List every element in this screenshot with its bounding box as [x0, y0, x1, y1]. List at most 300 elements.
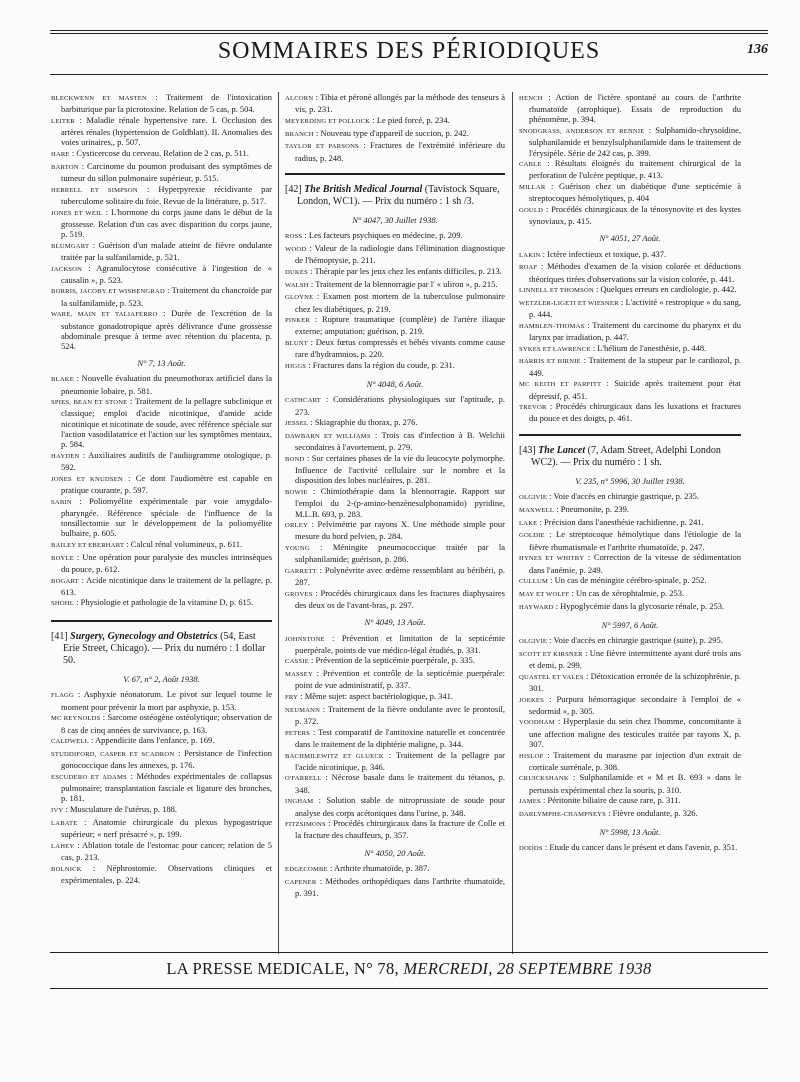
- entry-title: Action de l'ictère spontané au cours de l'arthrite rhumatoïde (atrophique). Essais de reproduction du phénomène, p. 394.: [529, 92, 741, 125]
- entry-authors: LABATE: [51, 819, 78, 827]
- page-number: 136: [747, 42, 768, 57]
- entry-title: Solution stable de nitroprussiate de soude pour analyse des corps acétoniques dans l'urine, p. 348.: [295, 795, 505, 818]
- entry-title: Ictère infectieux et toxique, p. 437.: [547, 248, 667, 259]
- abstract-entry: PETERS : Test comparatif de l'antitoxine naturelle et concentrée dans le traitement de la diphtérie maligne, p. 344.: [285, 726, 505, 749]
- abstract-entry: JESSEL : Skiagraphie du thorax, p. 276.: [285, 417, 418, 428]
- entry-title: Procédés chirurgicaux de la ténosynovite et des kystes synoviaux, p. 415.: [529, 204, 741, 227]
- abstract-entry: ESCUDERO ET ADAMS : Méthodes expérimentales de collapsus pulmonaire; transplantation fasciale et ligature des bronches, p. 181.: [51, 770, 272, 804]
- entry-title: Hyperplasie du sein chez l'homme, concomitante à une affection maligne des testicules traitée par rayons X, p. 307.: [529, 716, 741, 749]
- entry-authors: CALDWELL: [51, 738, 89, 746]
- entry-authors: VOODHAM: [519, 719, 555, 727]
- entry-authors: CRUICKSHANK: [519, 775, 569, 783]
- entry-authors: JAMES: [519, 798, 541, 806]
- entry-authors: GARRETT: [285, 568, 317, 576]
- abstract-entry: WARE, MAIN ET TALIAFERRO : Durée de l'excrétion de la substance gonadotropique après délivrance d'une grossesse abdominale presque à terme avec rétention du placenta, p. 524.: [51, 308, 272, 351]
- entry-title: Poliomyélite expérimentale par voie amygdalo-pharyngée. Référence spéciale de l'influence de la tonsillectomie sur le développement de la poliomyélite bulbaire, p. 605.: [61, 495, 272, 539]
- entry-authors: PINKER: [285, 317, 311, 325]
- abstract-entry: ROAF : Méthodes d'examen de la vision colorée et déductions théoriques tirées d'observations sur la vision colorée, p. 441.: [519, 261, 741, 284]
- entry-title: Une opération pour paralysie des muscles intrinsèques du pouce, p. 612.: [61, 551, 272, 574]
- entry-authors: JACKSON: [51, 265, 83, 273]
- abstract-entry: SYKES ET LAWRENCE : L'hélium de l'anesthésie, p. 448.: [519, 342, 707, 353]
- abstract-entry: BOWIE : Chimiothérapie dans la blennorragie. Rapport sur l'emploi du 2-(p-amino-benzènesulphonamido) pyridine, M.L.B. 693, p. 283.: [285, 486, 505, 519]
- entry-title: Ce dont l'audiomètre est capable en pratique courante, p. 597.: [61, 472, 272, 495]
- entry-authors: BACHMILEWITZ ET GLUECK: [285, 752, 384, 760]
- entry-authors: HAYWARD: [519, 603, 554, 611]
- abstract-entry: JONES ET KNUDSEN : Ce dont l'audiomètre est capable en pratique courante, p. 597.: [51, 472, 272, 495]
- entry-title: Hyperpyrexie récidivante par tuberculome solitaire du foie. Revue de la littérature, p. 517.: [61, 183, 272, 206]
- entry-authors: DUKES: [285, 268, 308, 276]
- entry-authors: WOOD: [285, 246, 307, 254]
- header-rule: [50, 74, 768, 75]
- entry-authors: MC KEITH ET PARFITT: [519, 381, 602, 389]
- abstract-entry: OLGIVIE : Voie d'accès en chirurgie gastrique, p. 235.: [519, 491, 700, 502]
- entry-authors: EDGECOMBE: [285, 865, 328, 873]
- journal-address: (54, East Erie Street, Chicago). — Prix du numéro : 1 dollar 50.: [63, 630, 266, 667]
- entry-title: Sur certaines phases de la vie du leucocyte polymorphe. Influence de l'activité cellulaire sur le nombre et la disposition des lobes nucléaires, p. 281.: [295, 452, 505, 486]
- abstract-entry: VOODHAM : Hyperplasie du sein chez l'homme, concomitante à une affection maligne des testicules traitée par rayons X, p. 307.: [519, 716, 741, 749]
- journal-name: Surgery, Gynecology and Obstetrics: [70, 630, 218, 642]
- abstract-entry: ORLEY : Pelvimétrie par rayons X. Une méthode simple pour mesure du bord pelvien, p. 284.: [285, 519, 505, 542]
- abstract-entry: SCOTT ET KIRSNER : Une fièvre intermittente ayant duré trois ans et demi, p. 299.: [519, 647, 741, 670]
- abstract-entry: LAKIN : Ictère infectieux et toxique, p. 437.: [519, 248, 667, 259]
- entry-authors: MEYERDING ET POLLOCK: [285, 117, 371, 125]
- entry-title: Appendicite dans l'enfance, p. 169.: [95, 735, 215, 746]
- entry-authors: YOUNG: [285, 545, 310, 553]
- journal-address: (7, Adam Street, Adelphi London WC2). — Prix du numéro : 1 sh.: [531, 444, 721, 468]
- abstract-entry: WALSH : Traitement de la blennorragie par l' « uliron », p. 215.: [285, 278, 498, 289]
- abstract-entry: JACKSON : Agranulocytose consécutive à l'ingestion de « causalin », p. 523.: [51, 262, 272, 285]
- abstract-entry: WETZLER-LIGETI ET WIESNER : L'activité « restropique » du sang, p. 444.: [519, 296, 741, 320]
- entry-title: Maladie rénale hypertensive rare. I. Occlusion des artères rénales (hypertension de Goldblatt). II. Anomalies des voies urinaires,, p. 507.: [61, 114, 272, 148]
- entry-authors: SCOTT ET KIRSNER: [519, 650, 583, 658]
- abstract-entry: FITZSIMONS : Procédés chirurgicaux dans la fracture de Colle et la fracture des chauffeurs, p. 357.: [285, 818, 505, 841]
- column-left: [51, 92, 272, 952]
- abstract-entry: BLAKE : Nouvelle évaluation du pneumothorax artificiel dans la pneumonie lobaire, p. 581.: [51, 373, 272, 396]
- entry-title: Chimiothérapie dans la blennorragie. Rapport sur l'emploi du 2-(p-amino-benzènesulphonamido) pyridine, M.L.B. 693, p. 283.: [295, 486, 505, 519]
- entry-title: Valeur de la radiologie dans l'élimination diagnostique de l'hémoptysie, p. 211.: [295, 243, 505, 266]
- entry-authors: DODDS: [519, 845, 543, 853]
- entry-authors: LAKE: [519, 519, 538, 527]
- entry-title: Correction de la vitesse de sédimentation dans l'anémie, p. 249.: [529, 552, 741, 575]
- entry-title: Thérapie par les jeux chez les enfants difficiles, p. 213.: [314, 265, 502, 276]
- entry-title: Arthrite rhumatoïde, p. 387.: [333, 862, 430, 873]
- abstract-entry: LAKE : Précision dans l'anesthésie rachidienne, p. 241.: [519, 516, 704, 527]
- entry-title: Précision dans l'anesthésie rachidienne, p. 241.: [544, 516, 704, 527]
- abstract-entry: YOUNG : Méningite pneumococcique traitée par la sulphanilamide; guérison, p. 286.: [285, 542, 505, 565]
- abstract-entry: JONES ET WEIL : L'hormone du corps jaune dans le début de la grossesse. Relation d'un cas avec disparition du corps jaune, p. 519.: [51, 206, 272, 239]
- entry-authors: SYKES ET LAWRENCE: [519, 345, 591, 353]
- entry-authors: BOND: [285, 455, 305, 463]
- abstract-entry: MC REYNOLDS : Sarcome ostéogène ostéolytique; observation de 8 cas de cinq années de survivance, p. 163.: [51, 712, 272, 735]
- entry-authors: WALSH: [285, 281, 309, 289]
- issue-heading: V. 67, n° 2, Août 1938.: [123, 674, 200, 685]
- entry-title: Résultats éloignés du traitement chirurgical de la perforation de l'ulcère peptique, p. 413.: [529, 158, 741, 181]
- entry-title: Cysticercose du cerveau. Relation de 2 cas, p. 511.: [76, 148, 249, 159]
- entry-authors: JESSEL: [285, 420, 309, 428]
- entry-title: Hypoglycémie dans la glycosurie rénale, p. 253.: [560, 600, 725, 611]
- entry-authors: BAILEY ET EBERHART: [51, 541, 125, 549]
- entry-authors: GROVES: [285, 590, 313, 598]
- entry-title: Acide nicotinique dans le traitement de la pellagre, p. 613.: [61, 574, 272, 597]
- entry-title: L'hélium de l'anesthésie, p. 448.: [597, 342, 707, 353]
- abstract-entry: HAMBLEN-THOMAS : Traitement du carcinome du pharynx et du larynx par irradiation, p. 447.: [519, 319, 741, 343]
- entry-title: Tibia et péroné allongés par la méthode des tenseurs à vis, p. 231.: [295, 92, 505, 115]
- entry-authors: ROAF: [519, 264, 538, 272]
- entry-title: Examen post mortem de la tuberculose pulmonaire chez les diabétiques, p. 219.: [295, 291, 505, 314]
- entry-title: Traitement du marasme par injection d'un extrait de corticale surrénale, p. 308.: [529, 749, 741, 772]
- abstract-entry: DARLYMPHE-CHAMPNEYS : Fièvre ondulante, p. 326.: [519, 808, 698, 819]
- entry-authors: BOWIE: [285, 489, 308, 497]
- abstract-entry: SHOHL : Physiologie et pathologie de la vitamine D, p. 615.: [51, 597, 254, 608]
- entry-authors: ALCORN: [285, 95, 314, 102]
- entry-title: Procédés chirurgicaux dans les luxations et fractures du pouce et des doigts, p. 461.: [529, 401, 741, 424]
- abstract-entry: CASSIE : Prévention de la septicémie puerpérale, p. 335.: [285, 655, 475, 666]
- entry-authors: MASSEY: [285, 671, 313, 679]
- abstract-entry: MEYERDING ET POLLOCK : Le pied forcé, p. 234.: [285, 114, 450, 125]
- entry-title: Même sujet: aspect bactériologique, p. 341.: [304, 691, 453, 702]
- entry-authors: HIGGS: [285, 363, 307, 371]
- abstract-entry: HIGGS : Fractures dans la région du coude, p. 231.: [285, 360, 455, 371]
- issue-heading: N° 4048, 6 Août.: [366, 379, 424, 390]
- footer-journal: LA PRESSE MEDICALE, N° 78,: [166, 959, 399, 978]
- entry-title: Considérations physiologiques sur l'aptitude, p. 273.: [295, 394, 505, 417]
- abstract-entry: LEITER : Maladie rénale hypertensive rare. I. Occlusion des artères rénales (hypertension de Goldblatt). II. Anomalies des voies urinaires,, p. 507.: [51, 114, 272, 148]
- entry-authors: WETZLER-LIGETI ET WIESNER: [519, 299, 619, 307]
- abstract-entry: FLAGG : Asphyxie néonatorum. Le pivot sur lequel tourne le moment pour prévenir la mort par asphyxie, p. 153.: [51, 689, 272, 712]
- entry-title: Pelvimétrie par rayons X. Une méthode simple pour mesure du bord pelvien, p. 284.: [295, 519, 505, 542]
- entry-authors: ESCUDERO ET ADAMS: [51, 773, 127, 781]
- issue-heading: V. 235, n° 5996, 30 Juillet 1938.: [575, 476, 685, 487]
- abstract-entry: MILLAR : Guérison chez un diabétique d'une septicémie à streptocoques hémolytiques, p. 404: [519, 181, 741, 204]
- abstract-entry: GARRETT : Polynévrite avec œdème ressemblant au béribéri, p. 287.: [285, 565, 505, 588]
- entry-authors: JOEKES: [519, 696, 545, 704]
- entry-authors: MAXWELL: [519, 507, 555, 514]
- entry-title: Le streptocoque hémolytique dans l'étiologie de la fièvre rhumatismale et l'arthrite rhumatoïde, p. 247.: [529, 529, 741, 552]
- entry-title: Carcinome du poumon produisant des symptômes de tumeur du sillon pulmonaire supérieur, p. 515.: [61, 160, 272, 183]
- abstract-entry: HISLOP : Traitement du marasme par injection d'un extrait de corticale surrénale, p. 308.: [519, 749, 741, 772]
- entry-authors: SABIN: [51, 498, 72, 506]
- entry-authors: WARE, MAIN ET TALIAFERRO: [51, 311, 158, 319]
- abstract-entry: BLUNT : Deux fœtus compressés et bébés vivants comme cause rare d'hydramnios, p. 220.: [285, 337, 505, 360]
- entry-authors: SNODGRASS, ANDERSON ET RENNIE: [519, 128, 645, 136]
- entry-authors: CATHCART: [285, 397, 322, 405]
- entry-authors: IVY: [51, 806, 64, 814]
- abstract-entry: EDGECOMBE : Arthrite rhumatoïde, p. 387.: [285, 862, 430, 873]
- journal-heading: [51, 620, 272, 668]
- entry-authors: BLUMGART: [51, 242, 90, 250]
- entry-title: Traitement de la blennorragie par l' « uliron », p. 215.: [315, 278, 498, 289]
- entry-title: Péritonite biliaire de cause rare, p. 311.: [547, 795, 681, 806]
- entry-authors: JOHNSTONE: [285, 635, 325, 643]
- abstract-entry: MASSEY : Prévention et contrôle de la septicémie puerpérale: point de vue administratif, p. 337.: [285, 668, 505, 691]
- entry-authors: OLGIVIE: [519, 638, 548, 646]
- entry-title: Test comparatif de l'antitoxine naturelle et concentrée dans le traitement de la diphtérie maligne, p. 344.: [295, 726, 505, 749]
- abstract-entry: LINNELL ET THOMSON : Quelques erreurs en cardiologie, p. 442.: [519, 284, 737, 295]
- abstract-entry: DODDS : Etude du cancer dans le présent et dans l'avenir, p. 351.: [519, 842, 738, 853]
- entry-title: Rupture traumatique (complète) de l'artère iliaque externe; amputation; guérison, p. 219.: [295, 314, 505, 337]
- entry-authors: LAHEY: [51, 842, 75, 850]
- entry-authors: BOLNICK: [51, 865, 82, 873]
- abstract-entry: BOYLE : Une opération pour paralysie des muscles intrinsèques du pouce, p. 612.: [51, 551, 272, 574]
- entry-authors: CAPENER: [285, 878, 317, 886]
- entry-authors: BOYLE: [51, 554, 74, 562]
- abstract-entry: O'FARRELL : Nécrose basale dans le traitement du tétanos, p. 348.: [285, 772, 505, 795]
- abstract-entry: HERRELL ET SIMPSON : Hyperpyrexie récidivante par tuberculome solitaire du foie. Revue de la littérature, p. 517.: [51, 183, 272, 206]
- entry-title: Guérison chez un diabétique d'une septicémie à streptocoques hémolytiques, p. 404: [529, 181, 741, 204]
- entry-title: Pneumonite, p. 239.: [560, 504, 629, 514]
- abstract-entry: CAPENER : Méthodes orthopédiques dans l'arthrite rhumatoïde, p. 391.: [285, 875, 505, 898]
- entry-title: Fractures dans la région du coude, p. 231.: [312, 360, 455, 371]
- entry-title: Traitement du chancroïde par la sulfanilamide, p. 523.: [61, 285, 272, 308]
- page-header: [50, 36, 768, 68]
- entry-title: Trois cas d'infection à B. Welchii secondaires à l'avortement, p. 279.: [295, 430, 505, 453]
- entry-title: Calcul rénal volumineux, p. 611.: [130, 538, 243, 549]
- journal-address: (Tavistock Square, London, WC1). — Prix du numéro : 1 sh /3.: [297, 183, 500, 207]
- entry-title: Méningite pneumococcique traitée par la sulphanilamide; guérison, p. 286.: [295, 542, 505, 565]
- journal-number: [41]: [51, 630, 68, 642]
- journal-name: The Lancet: [538, 444, 586, 456]
- abstract-entry: BLUMGART : Guérison d'un malade atteint de fièvre ondulante traitée par la sulfanilamide, p. 521.: [51, 239, 272, 262]
- entry-authors: BRANCH: [285, 130, 314, 138]
- abstract-entry: ROSS : Les facteurs psychiques en médecine, p. 209.: [285, 230, 463, 241]
- entry-authors: GOULD: [519, 207, 544, 215]
- entry-authors: ROSS: [285, 233, 303, 241]
- entry-title: Sulphanilamide et « M et B. 693 » dans le pertussis expérimental chez la souris, p. 310.: [529, 772, 741, 795]
- entry-title: Voie d'accès en chirurgie gastrique, p. 235.: [553, 491, 700, 502]
- entry-authors: LEITER: [51, 117, 75, 125]
- entry-authors: CABLE: [519, 161, 542, 169]
- journal-heading: [519, 434, 741, 469]
- journal-number: [42]: [285, 183, 302, 195]
- entry-title: Skiagraphie du thorax, p. 276.: [314, 417, 418, 428]
- entry-authors: BORRIS, JACOBY ET WISHENGRAD: [51, 288, 165, 296]
- abstract-entry: LAHEY : Ablation totale de l'estomac pour cancer; relation de 5 cas, p. 213.: [51, 839, 272, 862]
- abstract-entry: STUDDIFORD, CASPER ET SCADRON : Persistance de l'infection gonococcique dans les annexes, p. 176.: [51, 747, 272, 771]
- abstract-entry: TREVOR : Procédés chirurgicaux dans les luxations et fractures du pouce et des doigts, p. 461.: [519, 401, 741, 424]
- issue-heading: N° 4050, 20 Août.: [364, 847, 426, 858]
- abstract-entry: MAXWELL : Pneumonite, p. 239.: [519, 504, 629, 514]
- entry-authors: CULLUM: [519, 578, 549, 586]
- entry-authors: PETERS: [285, 729, 311, 737]
- issue-heading: N° 5998, 13 Août.: [599, 827, 661, 838]
- entry-title: Quelques erreurs en cardiologie, p. 442.: [600, 284, 737, 295]
- abstract-entry: JOEKES : Purpura hémorragique secondaire à l'emploi de « sedormid », p. 305.: [519, 693, 741, 716]
- entry-title: Procédés chirurgicaux dans les fractures diaphysaires des deux os de l'avant-bras, p. 297.: [295, 587, 505, 611]
- entry-title: L'activité « restropique » du sang, p. 444.: [529, 296, 741, 320]
- entry-title: Traitement de la pellagre subclinique et classique; emploi d'acide nicotinique, d'amide acide nicotinique et nicotinate de soude, avec référence spéciale sur l'action vasodilatatrice et l'action sur les symptômes mentaux, p. 584.: [61, 396, 272, 450]
- column-divider: [278, 92, 279, 954]
- entry-title: Deux fœtus compressés et bébés vivants comme cause rare d'hydramnios, p. 220.: [295, 337, 505, 360]
- entry-authors: SHOHL: [51, 600, 74, 608]
- entry-authors: INGHAM: [285, 798, 314, 806]
- issue-heading: N° 4047, 30 Juillet 1938.: [352, 215, 438, 226]
- column-divider: [512, 92, 513, 954]
- abstract-entry: HAYWARD : Hypoglycémie dans la glycosurie rénale, p. 253.: [519, 600, 725, 611]
- column-middle: [285, 92, 505, 952]
- entry-title: Guérison d'un malade atteint de fièvre ondulante traitée par la sulfanilamide, p. 521.: [61, 239, 272, 262]
- abstract-entry: ALCORN : Tibia et péroné allongés par la méthode des tenseurs à vis, p. 231.: [285, 92, 505, 115]
- entry-title: Sulphamido-chrysoïdine, sulphanilamide et benzylsulphanilamide dans le traitement de l'érysipèle. Série de 242 cas, p. 399.: [529, 125, 741, 158]
- journal-name: The British Medical Journal: [304, 183, 423, 195]
- entry-title: Détoxication erronée de la schizophrénie, p. 301.: [529, 670, 741, 693]
- entry-authors: CASSIE: [285, 658, 309, 666]
- entry-title: Un cas de xérophtalmie, p. 253.: [576, 587, 685, 598]
- abstract-entry: LABATE : Anatomie chirurgicale du plexus hypogastrique supérieur; « nerf présacré », p. 199.: [51, 816, 272, 839]
- entry-authors: TAYLOR ET PARSONS: [285, 143, 359, 151]
- entry-title: L'hormone du corps jaune dans le début de la grossesse. Relation d'un cas avec disparition du corps jaune, p. 519.: [61, 206, 272, 239]
- entry-authors: BARTON: [51, 163, 79, 171]
- entry-title: Fractures de l'extrémité inférieure du radius, p. 248.: [295, 140, 505, 163]
- entry-authors: TREVOR: [519, 404, 547, 412]
- issue-heading: N° 7, 13 Août.: [137, 358, 186, 369]
- entry-title: Purpura hémorragique secondaire à l'emploi de « sedormid », p. 305.: [529, 693, 741, 716]
- entry-title: Durée de l'excrétion de la substance gonadotropique après délivrance d'une grossesse abdominale presque à terme avec rétention du placenta, p. 524.: [61, 308, 272, 351]
- issue-heading: N° 4051, 27 Août.: [599, 233, 661, 244]
- abstract-entry: HAYDEN : Auxiliaires auditifs de l'audiogramme otologique, p. 592.: [51, 449, 272, 472]
- entry-title: Le pied forcé, p. 234.: [376, 114, 450, 125]
- entry-authors: HENCH: [519, 95, 543, 102]
- entry-authors: GLOYNE: [285, 294, 314, 302]
- entry-title: Traitement de la fièvre ondulante avec le prontosil, p. 372.: [295, 703, 505, 726]
- entry-title: Auxiliaires auditifs de l'audiogramme otologique, p. 592.: [61, 449, 272, 472]
- entry-authors: STUDDIFORD, CASPER ET SCADRON: [51, 750, 175, 758]
- abstract-entry: FRY : Même sujet: aspect bactériologique, p. 341.: [285, 691, 453, 702]
- footer-rule: [50, 952, 768, 953]
- entry-authors: HYNES ET WHITBY: [519, 555, 585, 563]
- entry-title: Suicide après traitement pour état dépressif, p. 451.: [529, 378, 741, 401]
- page-footer: [50, 954, 768, 984]
- abstract-entry: GOLDIE : Le streptocoque hémolytique dans l'étiologie de la fièvre rhumatismale et l'arthrite rhumatoïde, p. 247.: [519, 529, 741, 552]
- abstract-entry: JAMES : Péritonite biliaire de cause rare, p. 311.: [519, 795, 681, 806]
- entry-authors: DARLYMPHE-CHAMPNEYS: [519, 811, 607, 819]
- entry-authors: BOGART: [51, 577, 79, 585]
- column-right: [519, 92, 741, 952]
- issue-heading: N° 5997, 6 Août.: [601, 619, 659, 630]
- entry-title: Etude du cancer dans le présent et dans l'avenir, p. 351.: [549, 842, 738, 853]
- abstract-entry: BRANCH : Nouveau type d'appareil de succion, p. 242.: [285, 127, 469, 138]
- entry-title: Méthodes orthopédiques dans l'arthrite rhumatoïde, p. 391.: [295, 875, 505, 898]
- entry-title: Nouveau type d'appareil de succion, p. 242.: [320, 127, 469, 138]
- entry-title: Traitement de la pellagre par l'acide nicotinique, p. 346.: [295, 749, 505, 772]
- entry-authors: HARRIS ET BIRNIE: [519, 358, 581, 366]
- entry-authors: JONES ET KNUDSEN: [51, 475, 123, 483]
- issue-heading: N° 4049, 13 Août.: [364, 617, 426, 628]
- entry-title: Une fièvre intermittente ayant duré trois ans et demi, p. 299.: [529, 647, 741, 670]
- abstract-entry: GOULD : Procédés chirurgicaux de la ténosynovite et des kystes synoviaux, p. 415.: [519, 204, 741, 227]
- entry-authors: MC REYNOLDS: [51, 715, 101, 723]
- entry-title: Musculature de l'utérus, p. 188.: [69, 803, 178, 814]
- entry-authors: MAY ET WOLFF: [519, 590, 570, 598]
- entry-authors: FLAGG: [51, 692, 74, 700]
- entry-authors: FRY: [285, 694, 299, 702]
- entry-title: Nécrose basale dans le traitement du tétanos, p. 348.: [295, 772, 505, 795]
- entry-authors: LINNELL ET THOMSON: [519, 287, 594, 295]
- abstract-entry: CALDWELL : Appendicite dans l'enfance, p. 169.: [51, 735, 215, 746]
- abstract-entry: BARTON : Carcinome du poumon produisant des symptômes de tumeur du sillon pulmonaire supérieur, p. 515.: [51, 160, 272, 183]
- footer-rule-bottom: [50, 988, 768, 989]
- abstract-entry: INGHAM : Solution stable de nitroprussiate de soude pour analyse des corps acétoniques dans l'urine, p. 348.: [285, 795, 505, 818]
- abstract-entry: IVY : Musculature de l'utérus, p. 188.: [51, 803, 178, 814]
- abstract-entry: DAWBARN ET WILLIAMS : Trois cas d'infection à B. Welchii secondaires à l'avortement, p. 279.: [285, 430, 505, 453]
- entry-title: Méthodes expérimentales de collapsus pulmonaire; transplantation fasciale et ligature des bronches, p. 181.: [61, 770, 272, 804]
- abstract-entry: CATHCART : Considérations physiologiques sur l'aptitude, p. 273.: [285, 394, 505, 417]
- entry-authors: HISLOP: [519, 752, 544, 760]
- abstract-entry: QUASTEL ET VALES : Détoxication erronée de la schizophrénie, p. 301.: [519, 670, 741, 693]
- abstract-entry: BAILEY ET EBERHART : Calcul rénal volumineux, p. 611.: [51, 538, 243, 549]
- abstract-entry: BACHMILEWITZ ET GLUECK : Traitement de la pellagre par l'acide nicotinique, p. 346.: [285, 749, 505, 772]
- entry-title: Les facteurs psychiques en médecine, p. 209.: [308, 230, 463, 241]
- entry-title: Prévention de la septicémie puerpérale, p. 335.: [315, 655, 475, 666]
- abstract-entry: CULLUM : Un cas de méningite cérébro-spinale, p. 252.: [519, 575, 707, 586]
- abstract-entry: BORRIS, JACOBY ET WISHENGRAD : Traitement du chancroïde par la sulfanilamide, p. 523.: [51, 285, 272, 308]
- abstract-entry: HENCH : Action de l'ictère spontané au cours de l'arthrite rhumatoïde (atrophique). Essais de reproduction du phénomène, p. 394.: [519, 92, 741, 125]
- entry-title: Traitement de la stupeur par le cardiozol, p. 449.: [529, 355, 741, 378]
- entry-authors: OLGIVIE: [519, 494, 548, 502]
- abstract-entry: NEUMANN : Traitement de la fièvre ondulante avec le prontosil, p. 372.: [285, 703, 505, 726]
- abstract-entry: BLECKWENN ET MASTEN : Traitement de l'intoxication barbiturique par la picrotoxine. Relation de 5 cas, p. 504.: [51, 92, 272, 115]
- abstract-entry: HARRIS ET BIRNIE : Traitement de la stupeur par le cardiozol, p. 449.: [519, 355, 741, 378]
- abstract-entry: CABLE : Résultats éloignés du traitement chirurgical de la perforation de l'ulcère peptique, p. 413.: [519, 158, 741, 181]
- section-title: SOMMAIRES DES PÉRIODIQUES: [217, 38, 601, 64]
- entry-title: Persistance de l'infection gonococcique dans les annexes, p. 176.: [61, 747, 272, 771]
- entry-authors: FITZSIMONS: [285, 821, 326, 829]
- entry-authors: LAKIN: [519, 251, 541, 259]
- entry-title: Procédés chirurgicaux dans la fracture de Colle et la fracture des chauffeurs, p. 357.: [295, 818, 505, 841]
- journal-number: [43]: [519, 444, 536, 456]
- abstract-entry: GROVES : Procédés chirurgicaux dans les fractures diaphysaires des deux os de l'avant-bras, p. 297.: [285, 587, 505, 611]
- entry-authors: NEUMANN: [285, 706, 321, 714]
- entry-authors: HAMBLEN-THOMAS: [519, 322, 585, 330]
- entry-title: Sarcome ostéogène ostéolytique; observation de 8 cas de cinq années de survivance, p. 163.: [61, 712, 272, 735]
- abstract-entry: HARE : Cysticercose du cerveau. Relation de 2 cas, p. 511.: [51, 148, 249, 159]
- entry-authors: BLECKWENN ET MASTEN: [51, 95, 147, 102]
- entry-authors: DAWBARN ET WILLIAMS: [285, 433, 371, 441]
- entry-title: Fièvre ondulante, p. 326.: [612, 808, 698, 819]
- entry-authors: SPIES, BEAN ET STONE: [51, 399, 128, 407]
- entry-authors: MILLAR: [519, 184, 546, 192]
- entry-authors: BLUNT: [285, 340, 308, 348]
- abstract-entry: SPIES, BEAN ET STONE : Traitement de la pellagre subclinique et classique; emploi d'acide nicotinique, d'amide acide nicotinique et nicotinate de soude, avec référence spéciale sur l'action vasodilatatrice et l'action sur les symptômes mentaux, p. 584.: [51, 396, 272, 450]
- entry-title: Méthodes d'examen de la vision colorée et déductions théoriques tirées d'observations sur la vision colorée, p. 441.: [529, 261, 741, 284]
- entry-authors: JONES ET WEIL: [51, 209, 103, 217]
- entry-authors: O'FARRELL: [285, 775, 322, 783]
- abstract-entry: JOHNSTONE : Prévention et limitation de la septicémie puerpérale, points de vue médico-légal étudiés, p. 331.: [285, 632, 505, 655]
- entry-title: Un cas de méningite cérébro-spinale, p. 252.: [554, 575, 707, 586]
- entry-title: Prévention et limitation de la septicémie puerpérale, points de vue médico-légal étudiés, p. 331.: [295, 632, 505, 655]
- entry-authors: HARE: [51, 151, 70, 159]
- abstract-entry: BOGART : Acide nicotinique dans le traitement de la pellagre, p. 613.: [51, 574, 272, 597]
- entry-title: Anatomie chirurgicale du plexus hypogastrique supérieur; « nerf présacré », p. 199.: [61, 816, 272, 839]
- entry-authors: HAYDEN: [51, 452, 80, 460]
- abstract-entry: MC KEITH ET PARFITT : Suicide après traitement pour état dépressif, p. 451.: [519, 378, 741, 401]
- top-rule: [50, 30, 768, 31]
- entry-title: Polynévrite avec œdème ressemblant au béribéri, p. 287.: [295, 565, 505, 588]
- entry-title: Voie d'accès en chirurgie gastrique (suite), p. 295.: [553, 635, 723, 646]
- entry-title: Physiologie et pathologie de la vitamine D, p. 615.: [80, 597, 254, 608]
- entry-title: Nouvelle évaluation du pneumothorax artificiel dans la pneumonie lobaire, p. 581.: [61, 373, 272, 396]
- entry-authors: BLAKE: [51, 376, 74, 384]
- entry-title: Néphrostomie. Observations cliniques et expérimentales, p. 224.: [61, 862, 272, 885]
- abstract-entry: MAY ET WOLFF : Un cas de xérophtalmie, p. 253.: [519, 587, 685, 598]
- entry-title: Asphyxie néonatorum. Le pivot sur lequel tourne le moment pour prévenir la mort par asphyxie, p. 153.: [61, 689, 272, 712]
- abstract-entry: SNODGRASS, ANDERSON ET RENNIE : Sulphamido-chrysoïdine, sulphanilamide et benzylsulphanilamide dans le traitement de l'érysipèle. Série de 242 cas, p. 399.: [519, 125, 741, 158]
- journal-heading: [285, 173, 505, 208]
- abstract-entry: CRUICKSHANK : Sulphanilamide et « M et B. 693 » dans le pertussis expérimental chez la souris, p. 310.: [519, 772, 741, 795]
- footer-date: MERCREDI, 28 SEPTEMBRE 1938: [403, 959, 652, 978]
- entry-title: Traitement de l'intoxication barbiturique par la picrotoxine. Relation de 5 cas, p. 504.: [61, 92, 272, 115]
- entry-title: Ablation totale de l'estomac pour cancer; relation de 5 cas, p. 213.: [61, 839, 272, 862]
- abstract-entry: DUKES : Thérapie par les jeux chez les enfants difficiles, p. 213.: [285, 265, 502, 276]
